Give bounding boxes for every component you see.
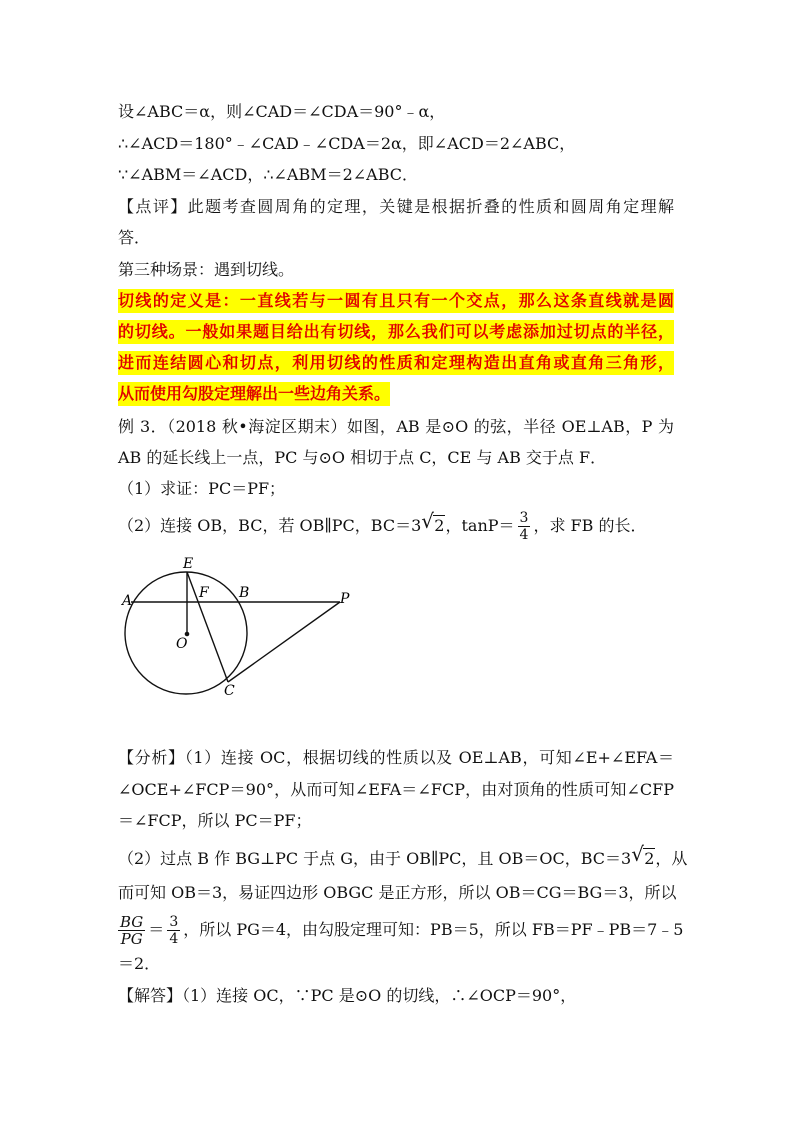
example-line: AB 的延长线上一点，PC 与⊙O 相切于点 C，CE 与 AB 交于点 F． (118, 448, 607, 467)
fraction (167, 914, 180, 947)
analysis-line (118, 912, 683, 948)
question-1: （1）求证：PC＝PF； (118, 479, 286, 498)
equals-sign: ＝ (148, 920, 165, 939)
label-f: F (199, 585, 209, 601)
denominator: PG (120, 930, 143, 948)
label-c: C (224, 683, 235, 699)
question-2 (118, 510, 646, 543)
analysis-text: ，所以 PG＝4，由勾股定理可知：PB＝5，所以 FB＝PF﹣PB＝7﹣5 (183, 920, 684, 939)
denominator: 4 (519, 527, 529, 543)
geometry-figure (110, 552, 360, 702)
text-line: 设∠ABC＝α，则∠CAD＝∠CDA＝90°﹣α， (118, 102, 446, 121)
analysis-line: 而可知 OB＝3，易证四边形 OBGC 是正方形，所以 OB＝CG＝BG＝3，所以 (118, 883, 677, 902)
question-2-text: （2）连接 OB，BC，若 OB∥PC，BC＝3 (118, 516, 422, 535)
comment-line: 答． (118, 228, 151, 247)
numerator: 3 (169, 914, 179, 930)
analysis-line: ＝2． (118, 954, 161, 973)
denominator: 4 (169, 931, 179, 947)
comment-line: 【点评】此题考查圆周角的定理，关键是根据折叠的性质和圆周角定理解 (118, 197, 674, 216)
line-pc (228, 602, 340, 682)
example-line: 例 3．（2018 秋•海淀区期末）如图，AB 是⊙O 的弦，半径 OE⊥AB，P 为 (118, 417, 674, 436)
label-e: E (183, 556, 194, 572)
label-b: B (239, 585, 250, 601)
highlighted-text: 从而使用勾股定理解出一些边角关系。 (118, 382, 390, 406)
solution-line: 【解答】（1）连接 OC，∵PC 是⊙O 的切线，∴∠OCP＝90°， (118, 986, 577, 1005)
highlight-line (118, 320, 674, 344)
analysis-line: 【分析】（1）连接 OC，根据切线的性质以及 OE⊥AB，可知∠E+∠EFA＝ (118, 748, 674, 767)
section-heading: 第三种场景：遇到切线。 (118, 260, 295, 279)
radicand: 2 (644, 849, 655, 868)
sqrt-expression: √ 2 (421, 509, 445, 535)
analysis-line: ＝∠FCP，所以 PC＝PF； (118, 811, 312, 830)
label-p: P (340, 591, 350, 607)
analysis-text: ，从 (655, 849, 688, 868)
question-2-text: ，tanP＝ (445, 516, 515, 535)
analysis-line (118, 842, 688, 872)
highlight-line (118, 351, 674, 375)
highlight-line (118, 382, 390, 406)
sqrt-expression: √ 2 (631, 842, 655, 868)
text-line: ∵∠ABM＝∠ACD，∴∠ABM＝2∠ABC． (118, 165, 419, 184)
fraction (118, 914, 145, 947)
numerator: BG (120, 913, 144, 931)
fraction (518, 510, 531, 543)
analysis-line: ∠OCE+∠FCP＝90°，从而可知∠EFA＝∠FCP，由对顶角的性质可知∠CFP (118, 780, 674, 799)
label-o: O (176, 636, 188, 652)
highlight-line (118, 289, 674, 313)
numerator: 3 (519, 510, 529, 526)
highlighted-text: 进而连结圆心和切点，利用切线的性质和定理构造出直角或直角三角形， (118, 351, 674, 375)
radicand: 2 (434, 516, 445, 535)
analysis-text: （2）过点 B 作 BG⊥PC 于点 G，由于 OB∥PC，且 OB＝OC，BC＝3 (118, 849, 632, 868)
highlighted-text: 的切线。一般如果题目给出有切线，那么我们可以考虑添加过切点的半径， (118, 320, 674, 344)
question-2-text: ，求 FB 的长． (533, 516, 647, 535)
label-a: A (122, 593, 133, 609)
text-line: ∴∠ACD＝180°﹣∠CAD﹣∠CDA＝2α，即∠ACD＝2∠ABC， (118, 134, 576, 153)
highlighted-text: 切线的定义是：一直线若与一圆有且只有一个交点，那么这条直线就是圆 (118, 289, 674, 313)
